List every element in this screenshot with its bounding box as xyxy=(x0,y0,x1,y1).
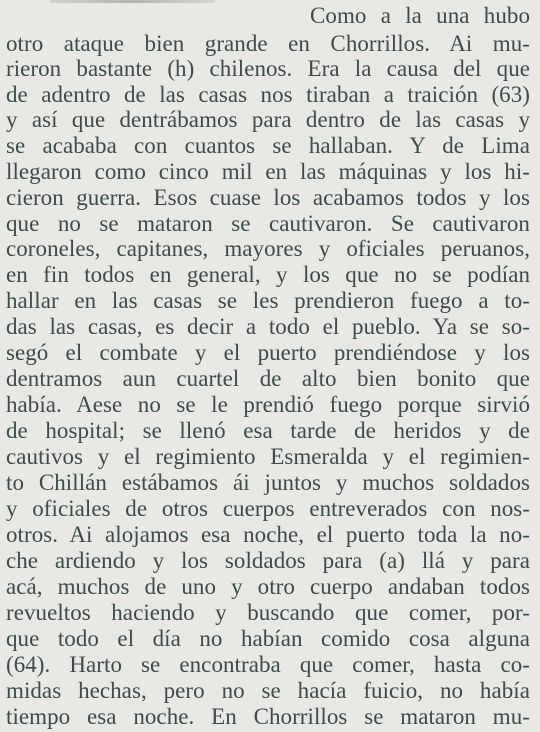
text-line: to Chillán estábamos ái juntos y muchos soldados xyxy=(6,470,530,495)
text-line: revueltos haciendo y buscando que comer, por- xyxy=(6,600,530,625)
text-line: llegaron como cinco mil en las máquinas y los hi- xyxy=(6,159,530,184)
text-line: coroneles, capitanes, mayores y oficiales peruanos, xyxy=(6,236,530,261)
text-line: tiempo esa noche. En Chorrillos se mataron mu- xyxy=(6,704,530,729)
text-line: otro ataque bien grande en Chorrillos. Ai mu- xyxy=(6,31,530,56)
text-line: cautivos y el regimiento Esmeralda y el regimien- xyxy=(6,444,530,469)
text-line: de hospital; se llenó esa tarde de heridos y de xyxy=(6,418,530,443)
text-line: hallar en las casas se les prendieron fuego a to- xyxy=(6,288,530,313)
text-line: cieron guerra. Esos cuase los acabamos todos y los xyxy=(6,185,530,210)
text-line: segó el combate y el puerto prendiéndose y los xyxy=(6,340,530,365)
text-line: que no se mataron se cautivaron. Se cautivaron xyxy=(6,211,530,236)
text-line: en fin todos en general, y los que no se podían xyxy=(6,262,530,287)
text-line: y así que dentrábamos para dentro de las casas y xyxy=(6,107,530,132)
text-line: había. Aese no se le prendió fuego porque sirvió xyxy=(6,392,530,417)
text-line: midas hechas, pero no se hacía fuicio, no había xyxy=(6,678,530,703)
text-line: otros. Ai alojamos esa noche, el puerto toda la no- xyxy=(6,522,530,547)
text-line: rieron bastante (h) chilenos. Era la causa del que xyxy=(6,56,530,81)
text-line: das las casas, es decir a todo el pueblo. Ya se so- xyxy=(6,314,530,339)
text-line: che ardiendo y los soldados para (a) llá y para xyxy=(6,548,530,573)
text-line: se acababa con cuantos se hallaban. Y de Lima xyxy=(6,133,530,158)
text-line: de adentro de las casas nos tiraban a traición (63) xyxy=(6,82,530,107)
text-line: acá, muchos de uno y otro cuerpo andaban todos xyxy=(6,574,530,599)
text-line: (64). Harto se encontraba que comer, hasta co- xyxy=(6,652,530,677)
text-line: y oficiales de otros cuerpos entreverados con nos- xyxy=(6,496,530,521)
text-line: que todo el día no habían comido cosa alguna xyxy=(6,626,530,651)
text-line: dentramos aun cuartel de alto bien bonito que xyxy=(6,366,530,391)
text-line: Como a la una hubo xyxy=(310,3,530,28)
scan-edge-mark xyxy=(50,0,215,3)
